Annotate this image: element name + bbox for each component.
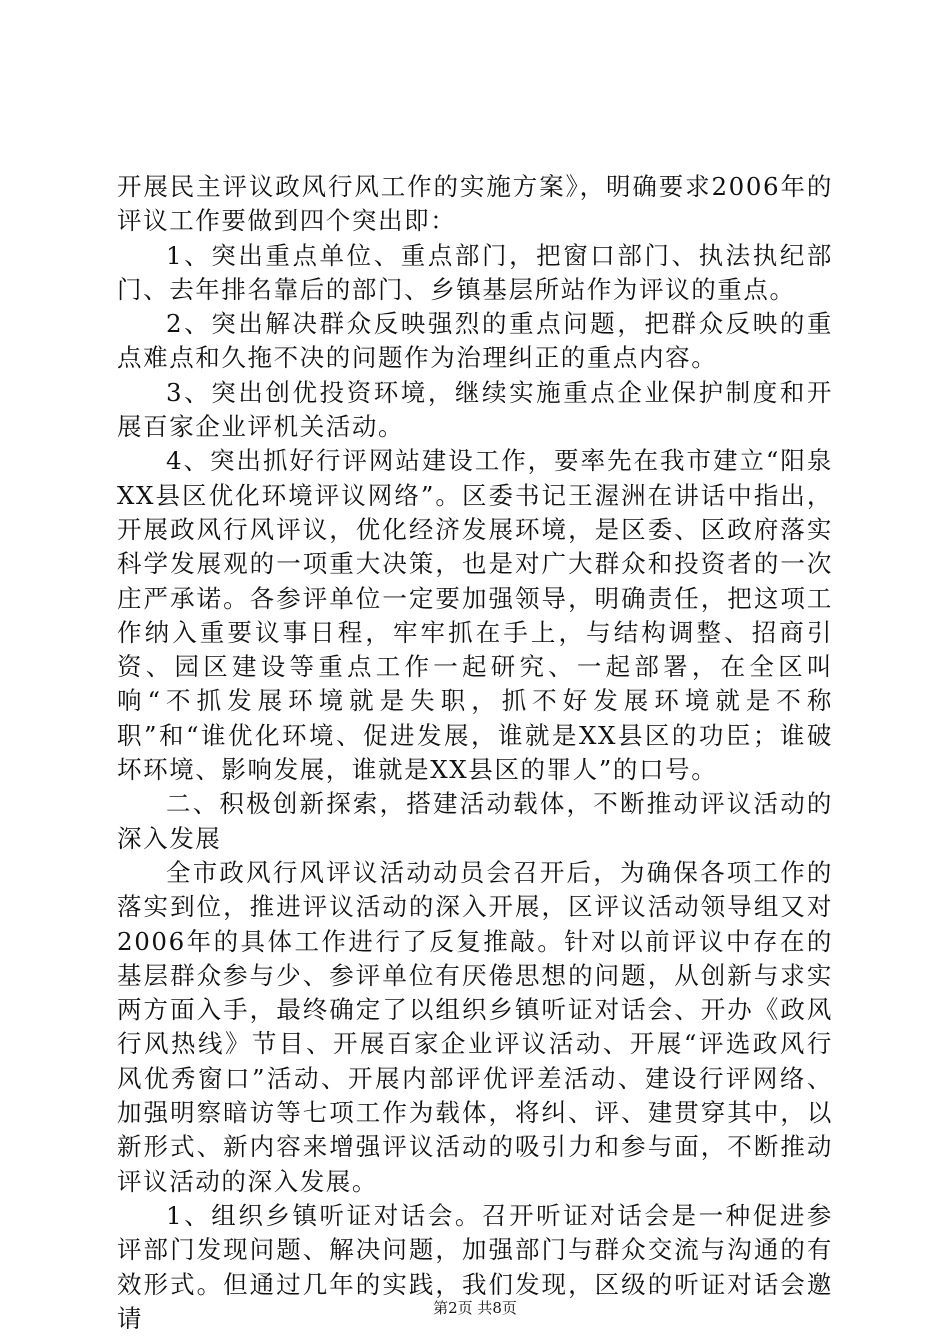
paragraph: 4、突出抓好行评网站建设工作，要率先在我市建立“阳泉XX县区优化环境评议网络”。区委书记王渥洲在讲话中指出，开展政风行风评议，优化经济发展环境，是区委、区政府落实科学发展观的一项重大决策，也是对广大群众和投资者的一次庄严承诺。各参评单位一定要加强领导，明确责任，把这项工作纳入重要议事日程，牢牢抓在手上，与结构调整、招商引资、园区建设等重点工作一起研究、一起部署，在全区叫响“不抓发展环境就是失职，抓不好发展环境就是不称职”和“谁优化环境、促进发展，谁就是XX县区的功臣；谁破坏环境、影响发展，谁就是XX县区的罪人”的口号。 [117,446,833,785]
paragraph: 3、突出创优投资环境，继续实施重点企业保护制度和开展百家企业评机关活动。 [117,377,833,442]
paragraph: 1、突出重点单位、重点部门，把窗口部门、执法执纪部门、去年排名靠后的部门、乡镇基层所站作为评议的重点。 [117,240,833,304]
document-body [117,170,833,1336]
paragraph: 2、突出解决群众反映强烈的重点问题，把群众反映的重点难点和久拖不决的问题作为治理纠正的重点内容。 [117,309,833,373]
paragraph: 1、组织乡镇听证对话会。召开听证对话会是一种促进参评部门发现问题、解决问题，加强部门与群众交流与沟通的有效形式。但通过几年的实践，我们发现，区级的听证对话会邀请 [117,1200,833,1333]
paragraph: 开展民主评议政风行风工作的实施方案》，明确要求2006年的评议工作要做到四个突出即： [117,172,833,236]
page-number: 第2页 共8页 [433,1299,517,1317]
paragraph: 全市政风行风评议活动动员会召开后，为确保各项工作的落实到位，推进评议活动的深入开展，区评议活动领导组又对2006年的具体工作进行了反复推敲。针对以前评议中存在的基层群众参与少、参评单位有厌倦思想的问题，从创新与求实两方面入手，最终确定了以组织乡镇听证对话会、开办《政风行风热线》节目、开展百家企业评议活动、开展“评选政风行风优秀窗口”活动、开展内部评优评差活动、建设行评网络、加强明察暗访等七项工作为载体，将纠、评、建贯穿其中，以新形式、新内容来增强评议活动的吸引力和参与面，不断推动评议活动的深入发展。 [117,857,833,1196]
section-heading: 二、积极创新探索，搭建活动载体，不断推动评议活动的深入发展 [117,789,833,853]
